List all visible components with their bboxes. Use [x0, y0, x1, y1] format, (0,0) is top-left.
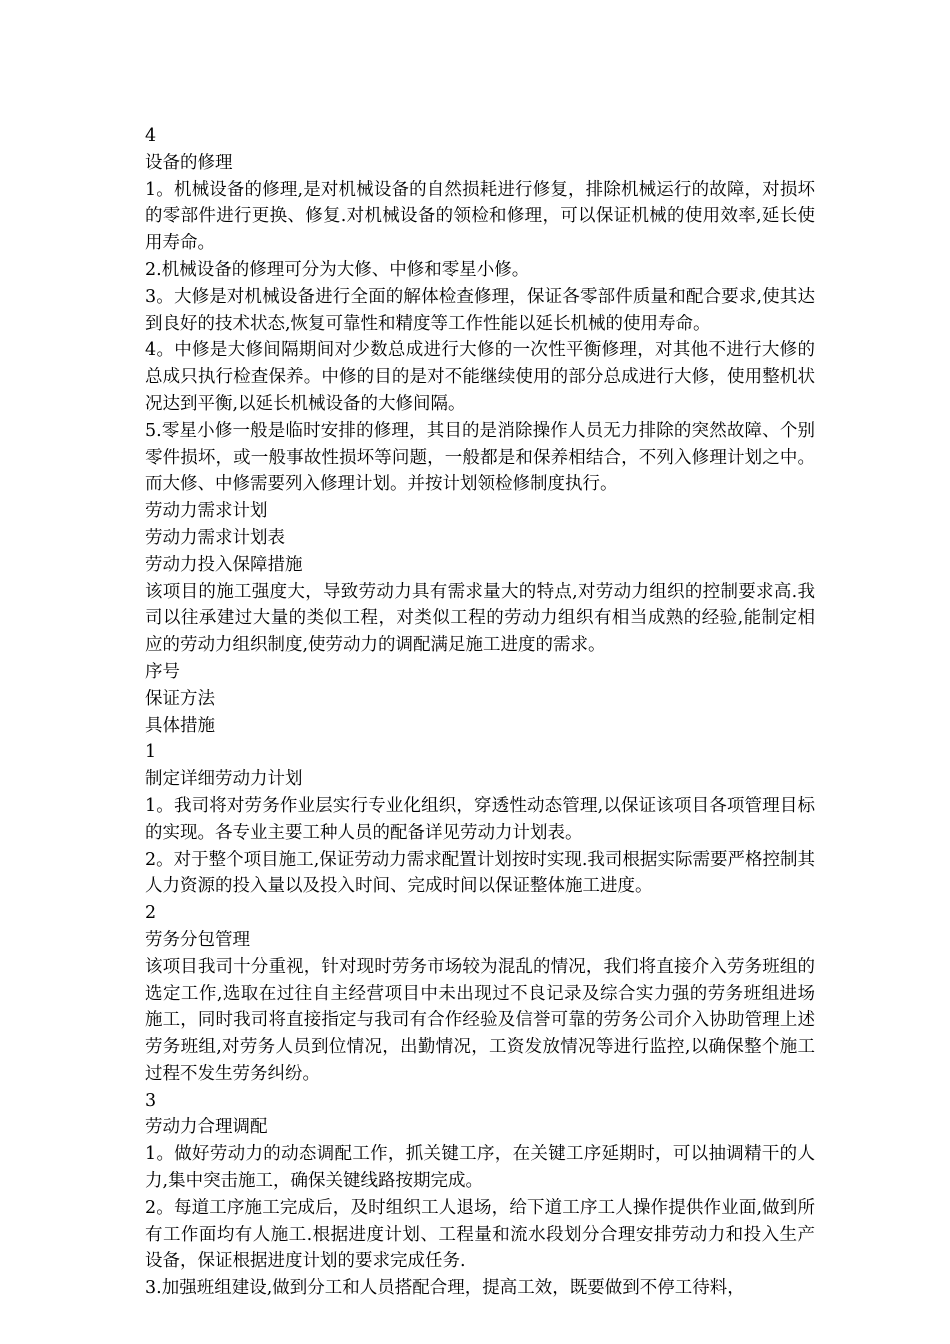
section-number: 4 — [145, 126, 157, 146]
document-page — [145, 123, 815, 1302]
table-row-method: 制定详细劳动力计划 — [145, 769, 303, 790]
table-row-measure: 3.加强班组建设,做到分工和人员搭配合理，提高工效，既要做到不停工待料， — [145, 1278, 745, 1299]
paragraph: 该项目的施工强度大，导致劳动力具有需求量大的特点,对劳动力组织的控制要求高.我司以往承建过大量的类似工程，对类似工程的劳动力组织有相当成熟的经验,能制定相应的劳动力组织制度,使劳动力的调配满足施工进度的需求。 — [145, 581, 815, 656]
paragraph: 4。中修是大修间隔期间对少数总成进行大修的一次性平衡修理，对其他不进行大修的总成只执行检查保养。中修的目的是对不能继续使用的部分总成进行大修，使用整机状况达到平衡,以延长机械设备的大修间隔。 — [145, 340, 815, 414]
table-row-index: 1 — [145, 742, 157, 763]
table-row-method: 劳务分包管理 — [145, 929, 250, 950]
table-row-index: 3 — [145, 1090, 157, 1111]
paragraph: 1。机械设备的修理,是对机械设备的自然损耗进行修复，排除机械运行的故障，对损坏的零部件进行更换、修复.对机械设备的领检和修理，可以保证机械的使用效率,延长使用寿命。 — [145, 179, 815, 254]
table-row-index: 2 — [145, 903, 157, 924]
paragraph: 3。大修是对机械设备进行全面的解体检查修理，保证各零部件质量和配合要求,使其达到良好的技术状态,恢复可靠性和精度等工作性能以延长机械的使用寿命。 — [145, 286, 815, 334]
heading-labor-guarantee: 劳动力投入保障措施 — [145, 554, 303, 575]
table-header-method: 保证方法 — [145, 688, 215, 709]
table-row-measure: 2。每道工序施工完成后，及时组织工人退场，给下道工序工人操作提供作业面,做到所有工作面均有人施工.根据进度计划、工程量和流水段划分合理安排劳动力和投入生产设备，保证根据进度计划的要求完成任务. — [145, 1197, 815, 1272]
table-row-method: 劳动力合理调配 — [145, 1117, 268, 1138]
table-row-measure: 该项目我司十分重视，针对现时劳务市场较为混乱的情况，我们将直接介入劳务班组的选定工作,选取在过往自主经营项目中未出现过不良记录及综合实力强的劳务班组进场施工，同时我司将直接指定与我司有合作经验及信誉可靠的劳务公司介入协助管理上述劳务班组,对劳务人员到位情况，出勤情况，工资发放情况等进行监控,以确保整个施工过程不发生劳务纠纷。 — [145, 956, 815, 1084]
heading-labor-demand-plan: 劳动力需求计划 — [145, 501, 268, 522]
table-header-measures: 具体措施 — [145, 715, 215, 736]
paragraph: 5.零星小修一般是临时安排的修理，其目的是消除操作人员无力排除的突然故障、个别零件损坏，或一般事故性损坏等问题，一般都是和保养相结合，不列入修理计划之中。而大修、中修需要列入修理计划。并按计划领检修制度执行。 — [145, 420, 815, 495]
table-row-measure: 1。做好劳动力的动态调配工作，抓关键工序，在关键工序延期时，可以抽调精干的人力,集中突击施工，确保关键线路按期完成。 — [145, 1144, 815, 1192]
table-row-measure: 2。对于整个项目施工,保证劳动力需求配置计划按时实现.我司根据实际需要严格控制其人力资源的投入量以及投入时间、完成时间以保证整体施工进度。 — [145, 849, 815, 897]
table-header-index: 序号 — [145, 661, 180, 682]
section-heading-equipment-repair: 设备的修理 — [145, 152, 233, 173]
heading-labor-demand-table: 劳动力需求计划表 — [145, 527, 285, 548]
paragraph: 2.机械设备的修理可分为大修、中修和零星小修。 — [145, 259, 530, 280]
table-row-measure: 1。我司将对劳务作业层实行专业化组织，穿透性动态管理,以保证该项目各项管理目标的实现。各专业主要工种人员的配备详见劳动力计划表。 — [145, 795, 815, 843]
